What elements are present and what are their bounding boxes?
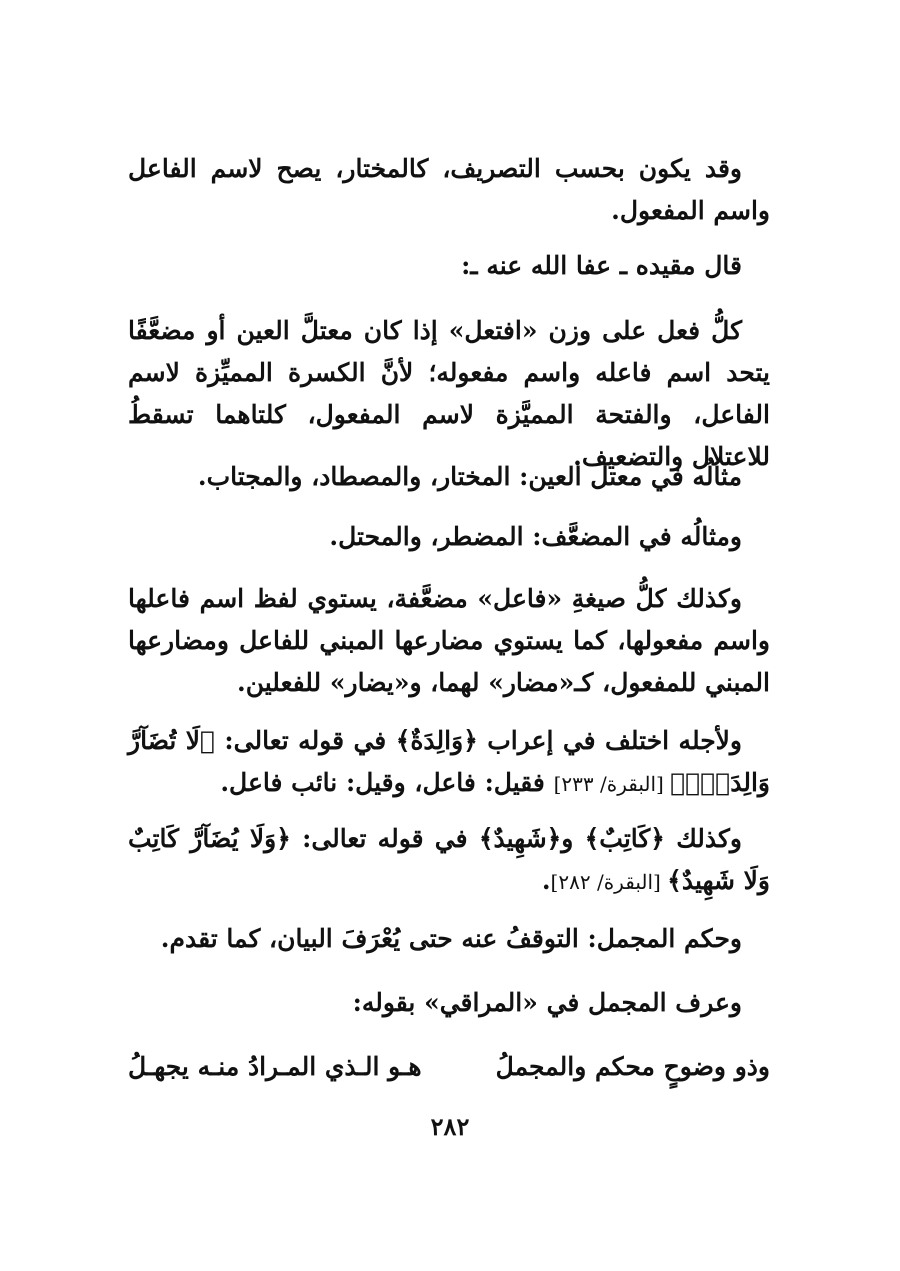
quran-reference: [البقرة/ ٢٣٣]	[553, 772, 671, 796]
text-segment: وكذلك	[664, 824, 742, 853]
verse-first-hemistich: وذو وضوحٍ محكم والمجملُ	[495, 1052, 770, 1081]
quran-quote: ﴿وَالِدَةٌ﴾	[395, 726, 478, 755]
text-segment: ولأجله اختلف في إعراب	[477, 726, 743, 755]
author-note-heading: قال مقيده ـ عفا الله عنه ـ:	[461, 251, 742, 280]
paragraph-example-doubled: ومثالُه في المضعَّف: المضطر، والمحتل.	[329, 522, 742, 551]
poetry-verse	[128, 1046, 770, 1088]
paragraph-example-hollow: مثالُه في معتل العين: المختار، والمصطاد، والمجتاب.	[197, 462, 742, 491]
paragraph-mujmal-ruling: وحكم المجمل: التوقفُ عنه حتى يُعْرَفَ البيان، كما تقدم.	[160, 924, 742, 953]
quran-reference: [البقرة/ ٢٨٢]	[550, 870, 668, 894]
paragraph-maraqi-intro: وعرف المجمل في «المراقي» بقوله:	[352, 988, 742, 1017]
paragraph-1: وقد يكون بحسب التصريف، كالمختار، يصح لاسم الفاعل واسم المفعول.	[128, 154, 770, 225]
paragraph-katib-example	[128, 818, 770, 903]
text-segment: فقيل: فاعل، وقيل: نائب فاعل.	[220, 768, 554, 797]
verse-second-hemistich: هـو الـذي المـرادُ منـه يجهـلُ	[128, 1052, 422, 1081]
text-segment: و	[561, 824, 585, 853]
quran-quote: ﴿وَلَا يُضَآرَّ كَاتِبٌ وَلَا شَهِيدٌ﴾	[128, 824, 770, 895]
quran-quote: ﴿لَا تُضَآرَّ وَالِدَةٌۢ﴾	[128, 726, 770, 797]
text-segment: في قوله تعالى:	[290, 824, 479, 853]
text-segment: في قوله تعالى:	[215, 726, 396, 755]
quran-quote: ﴿شَهِيدٌ﴾	[478, 824, 562, 853]
text-segment: .	[541, 866, 551, 895]
paragraph-walida-example	[128, 720, 770, 805]
page-number: ٢٨٢	[430, 1112, 470, 1141]
paragraph-faail-form: وكذلك كلُّ صيغةِ «فاعل» مضعَّفة، يستوي لفظ اسم فاعلها واسم مفعولها، كما يستوي مضارعها المبني للفاعل ومضارعها المبني للمفعول، كـ«مضار» لهما، و«يضار» للفعلين.	[128, 584, 770, 697]
paragraph-rule: كلُّ فعل على وزن «افتعل» إذا كان معتلَّ العين أو مضعَّفًا يتحد اسم فاعله واسم مفعوله؛ لأنَّ الكسرة المميِّزة لاسم الفاعل، والفتحة المميَّزة لاسم المفعول، كلتاهما تسقطُ للاعتلال والتضعيف.	[128, 316, 770, 471]
quran-quote: ﴿كَاتِبٌ﴾	[584, 824, 665, 853]
